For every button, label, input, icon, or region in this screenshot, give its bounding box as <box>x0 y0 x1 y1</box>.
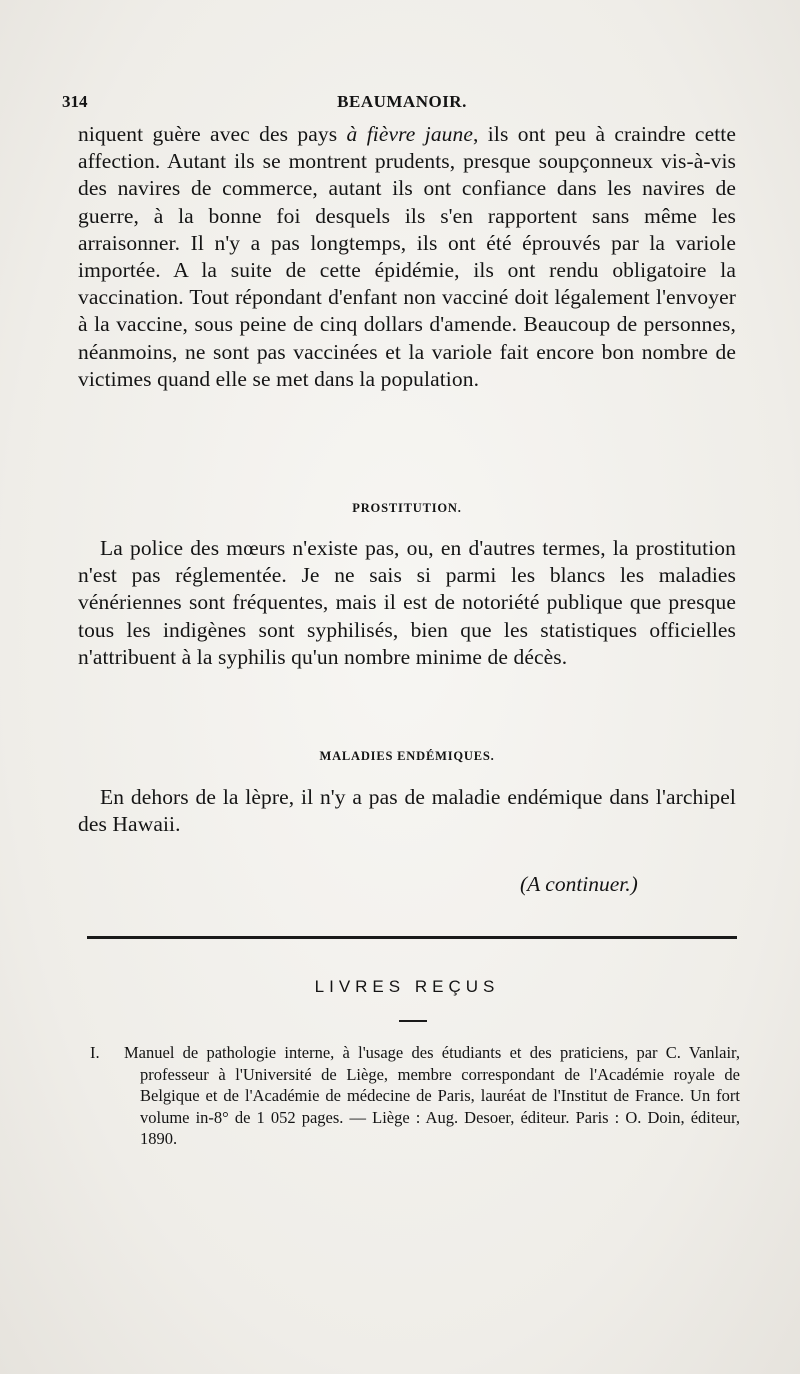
book-entry-number: I. <box>90 1043 100 1062</box>
section-divider <box>87 936 737 939</box>
paragraph-prostitution <box>78 535 736 671</box>
running-head <box>62 92 742 116</box>
paragraph-text: , ils ont peu à craindre cette affection. Autant ils se montrent prudents, presque soupçonneux vis-à-vis des navires de commerce, autant ils ont confiance dans les navires de guerre, à la bonne foi desquels ils s'en rapportent sans même les arraisonner. Il n'y a pas longtemps, ils ont été éprouvés par la variole importée. A la suite de cette épidémie, ils ont rendu obligatoire la vaccination. Tout répondant d'enfant non vacciné doit légalement l'envoyer à la vaccine, sous peine de cinq dollars d'amende. Beaucoup de personnes, néanmoins, ne sont pas vaccinées et la variole fait encore bon nombre de victimes quand elle se met dans la population. <box>78 122 737 391</box>
continuation-note: (A continuer.) <box>520 872 638 896</box>
emphasis-fievre-jaune: à fièvre jaune <box>346 122 474 146</box>
books-heading: LIVRES REÇUS <box>314 977 500 996</box>
paragraph-text: En dehors de la lèpre, il n'y a pas de maladie endémique dans l'archipel des Hawaii. <box>78 785 736 837</box>
book-entry <box>90 1042 740 1150</box>
paragraph-maladies <box>78 784 736 838</box>
paragraph-text: niquent guère avec des pays <box>78 122 347 146</box>
section-heading-prostitution: PROSTITUTION. <box>352 501 462 515</box>
page-number: 314 <box>62 92 88 111</box>
book-entry-text: Manuel de pathologie interne, à l'usage des étudiants et des praticiens, par C. Vanlair, professeur à l'Université de Liège, membre correspondant de l'Académie royale de Belgique et de l'Académie de médecine de Paris, lauréat de l'Institut de France. Un fort volume in-8° de 1 052 pages. — Liège : Aug. Desoer, éditeur. Paris : O. Doin, éditeur, 1890. <box>124 1043 740 1149</box>
section-heading-maladies: MALADIES ENDÉMIQUES. <box>319 749 495 763</box>
paragraph-text: La police des mœurs n'existe pas, ou, en d'autres termes, la prostitution n'est pas réglementée. Je ne sais si parmi les blancs les maladies vénériennes sont fréquentes, mais il est de notoriété publique que presque tous les indigènes sont syphilisés, bien que les statistiques officielles n'attribuent à la syphilis qu'un nombre minime de décès. <box>78 536 736 669</box>
header-title: BEAUMANOIR. <box>337 92 467 111</box>
paragraph-vaccination <box>78 121 736 393</box>
short-divider <box>399 1020 427 1022</box>
